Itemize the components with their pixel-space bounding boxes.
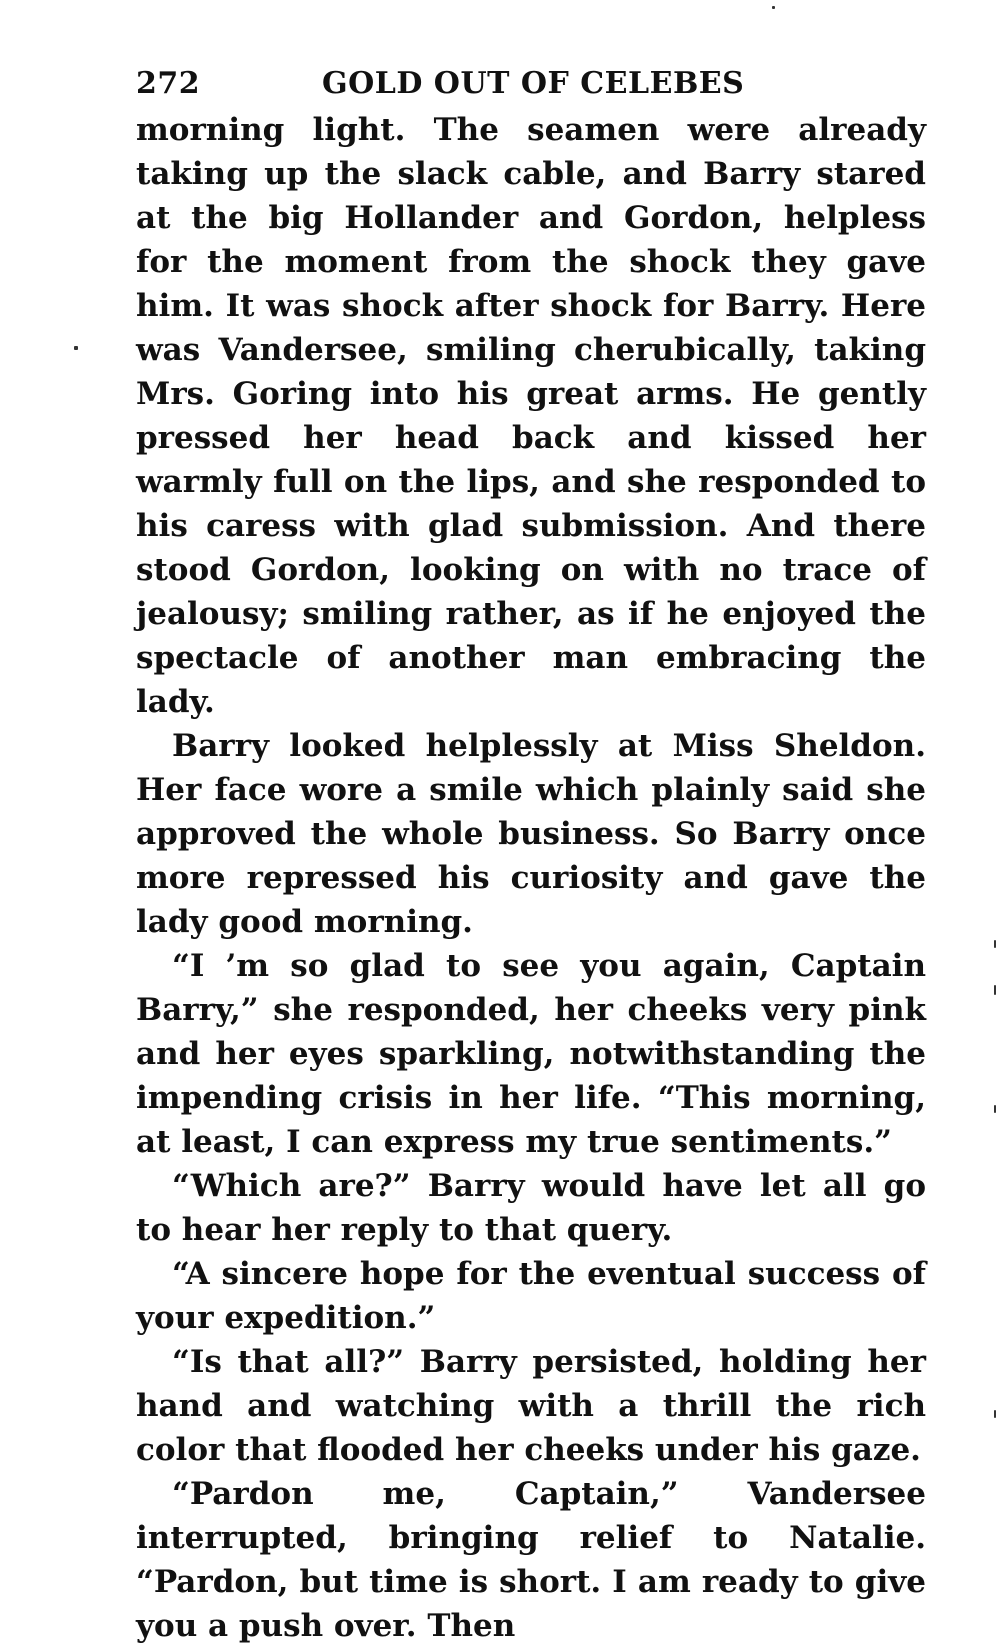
book-page bbox=[136, 60, 926, 1648]
scan-speck bbox=[994, 940, 996, 948]
paragraph: morning light. The seamen were already taking up the slack cable, and Barry stared at the big Hollander and Gordon, helpless for the moment from the shock they gave him. It was shock after shock for Barry. Here was Vandersee, smiling cherubically, taking Mrs. Goring into his great arms. He gently pressed her head back and kissed her warmly full on the lips, and she responded to his caress with glad submission. And there stood Gordon, looking on with no trace of jealousy; smiling rather, as if he enjoyed the spectacle of another man embracing the lady. bbox=[136, 112, 926, 720]
body-text bbox=[136, 108, 926, 1648]
scan-speck bbox=[74, 346, 78, 350]
scan-speck bbox=[772, 6, 775, 9]
paragraph: Barry looked helplessly at Miss Sheldon. Her face wore a smile which plainly said she approved the whole business. So Barry once more repressed his curiosity and gave the lady good morning. bbox=[136, 728, 926, 940]
paragraph: “I ’m so glad to see you again, Captain Barry,” she responded, her cheeks very pink and her eyes sparkling, notwithstanding the impending crisis in her life. “This morning, at least, I can express my true sentiments.” bbox=[136, 948, 926, 1160]
running-title: GOLD OUT OF CELEBES bbox=[322, 66, 745, 101]
scan-speck bbox=[994, 985, 996, 995]
scan-speck bbox=[994, 1410, 996, 1418]
paragraph: “A sincere hope for the eventual success of your expedition.” bbox=[136, 1256, 926, 1336]
paragraph: “Pardon me, Captain,” Vandersee interrupted, bringing relief to Natalie. “Pardon, but time is short. I am ready to give you a push over. Then bbox=[136, 1476, 926, 1644]
paragraph: “Is that all?” Barry persisted, holding her hand and watching with a thrill the rich color that flooded her cheeks under his gaze. bbox=[136, 1344, 926, 1468]
paragraph: “Which are?” Barry would have let all go to hear her reply to that query. bbox=[136, 1168, 926, 1248]
scan-speck bbox=[994, 1105, 996, 1113]
page-header bbox=[136, 60, 926, 108]
page-number: 272 bbox=[136, 66, 201, 101]
